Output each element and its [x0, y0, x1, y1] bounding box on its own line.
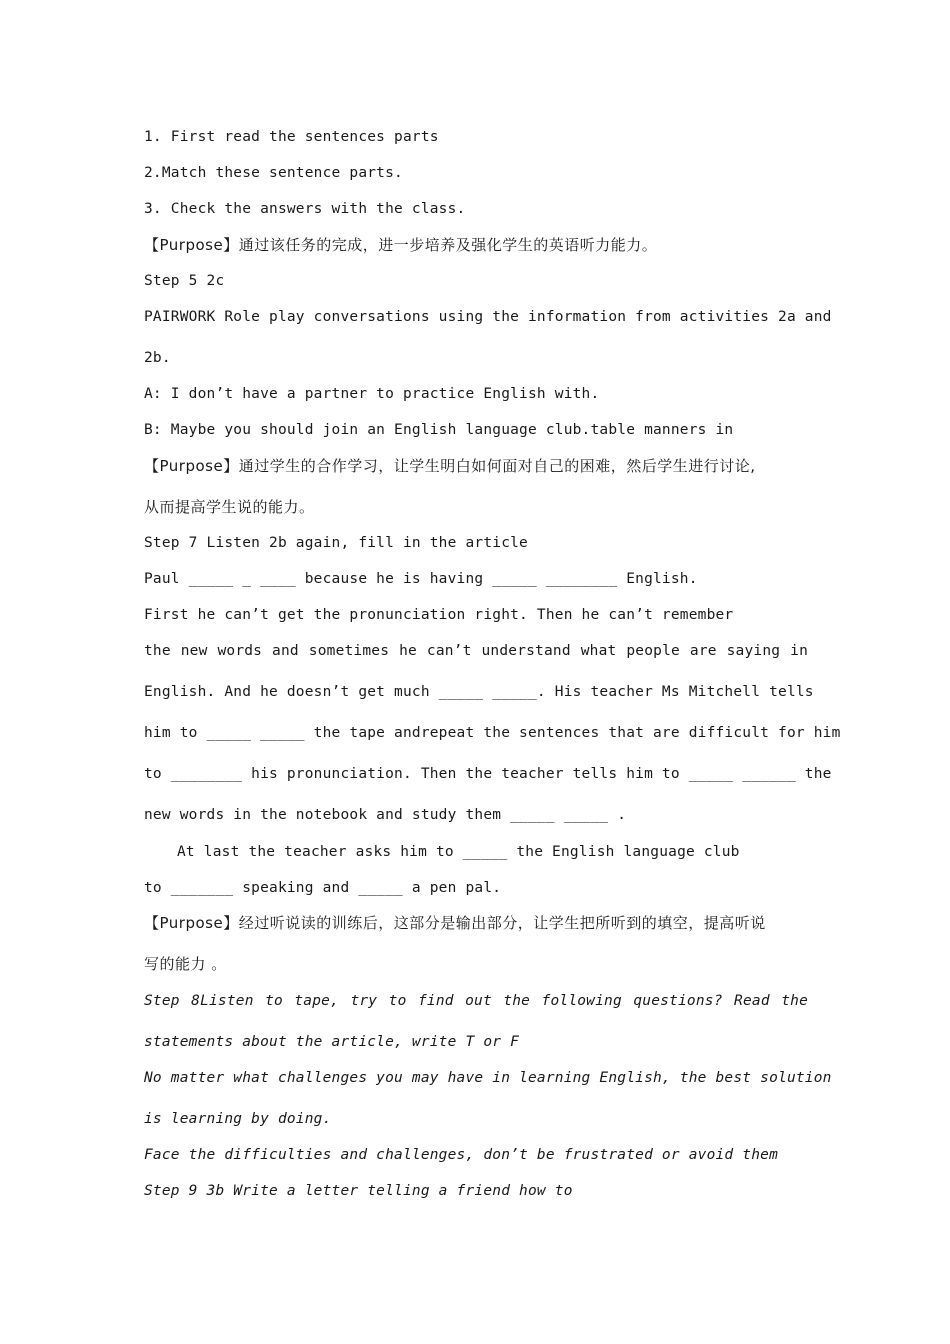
statement-1: No matter what challenges you may have in learning English, the best solution [144, 1070, 832, 1086]
article-line-9: to _______ speaking and _____ a pen pal. [144, 880, 502, 896]
article-line-2: First he can’t get the pronunciation right. Then he can’t remember [144, 607, 734, 623]
article-line-7: new words in the notebook and study them _____ _____ . [144, 807, 627, 823]
step-5-heading: Step 5 2c [144, 273, 225, 289]
dialogue-a: A: I don’t have a partner to practice English with. [144, 386, 600, 402]
article-line-4: English. And he doesn’t get much _____ _____. His teacher Ms Mitchell tells [144, 684, 814, 700]
instruction-3: 3. Check the answers with the class. [144, 201, 466, 217]
purpose-2-cont: 从而提高学生说的能力。 [144, 498, 315, 516]
purpose-1: 【Purpose】通过该任务的完成，进一步培养及强化学生的英语听力能力。 [144, 236, 658, 254]
article-line-8: At last the teacher asks him to _____ the English language club [177, 844, 740, 860]
step-8-cont: statements about the article, write T or F [144, 1034, 520, 1050]
step-8-heading: Step 8Listen to tape, try to find out the following questions? Read the [144, 993, 808, 1009]
purpose-2: 【Purpose】通过学生的合作学习，让学生明白如何面对自己的困难，然后学生进行讨论, [144, 457, 756, 475]
dialogue-b: B: Maybe you should join an English language club.table manners in [144, 422, 734, 438]
purpose-3-cont: 写的能力 。 [144, 955, 227, 973]
article-line-6: to ________ his pronunciation. Then the teacher tells him to _____ ______ the [144, 766, 832, 782]
step-7-heading: Step 7 Listen 2b again, fill in the article [144, 535, 528, 551]
article-line-3: the new words and sometimes he can’t understand what people are saying in [144, 643, 808, 659]
article-line-1: Paul _____ _ ____ because he is having _____ ________ English. [144, 571, 698, 587]
statement-1-cont: is learning by doing. [144, 1111, 332, 1127]
pairwork-text-cont: 2b. [144, 350, 171, 366]
step-9-heading: Step 9 3b Write a letter telling a friend how to [144, 1183, 573, 1199]
instruction-1: 1. First read the sentences parts [144, 129, 439, 145]
purpose-3: 【Purpose】经过听说读的训练后，这部分是输出部分，让学生把所听到的填空，提高听说 [144, 914, 766, 932]
statement-2: Face the difficulties and challenges, don’t be frustrated or avoid them [144, 1147, 779, 1163]
article-line-5: him to _____ _____ the tape andrepeat the sentences that are difficult for him [144, 725, 841, 741]
pairwork-text: PAIRWORK Role play conversations using the information from activities 2a and [144, 309, 832, 325]
instruction-2: 2.Match these sentence parts. [144, 165, 403, 181]
